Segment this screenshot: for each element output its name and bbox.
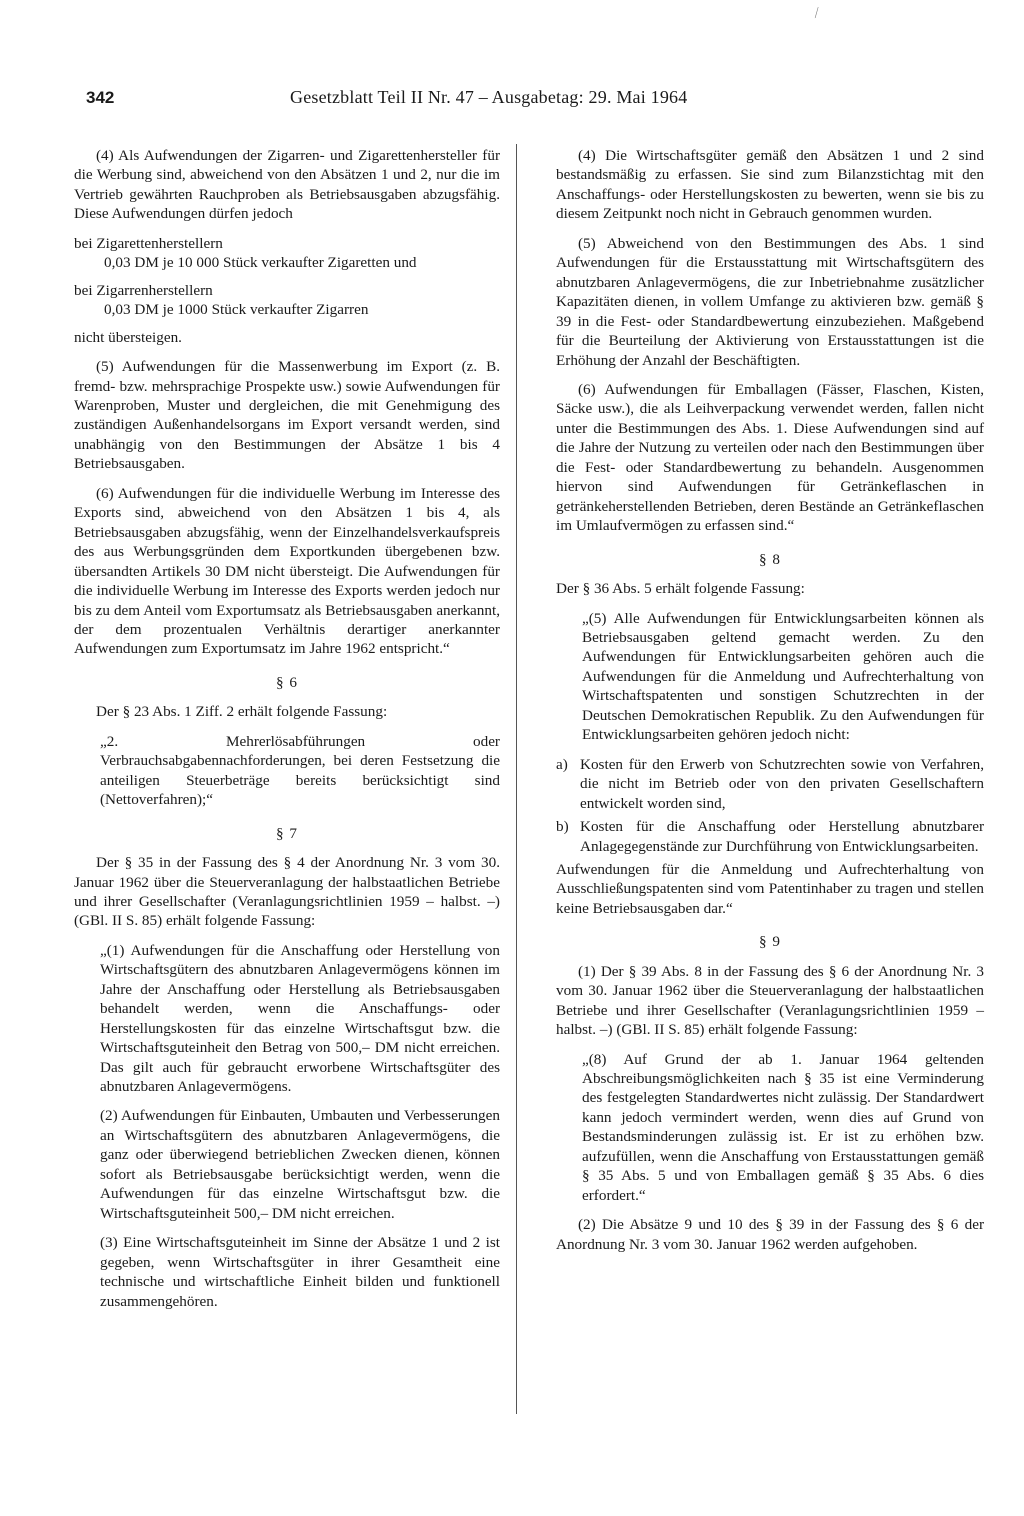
paragraph-4: (4) Als Aufwendungen der Zigarren- und Zigarettenhersteller für die Werbung sind, abweichend von den Absätzen 1 und 2, nur die im Vertrieb gewährten Rauchproben als Betriebsausgaben abzugsfähig. Diese Aufwendungen dürfen jedoch	[74, 147, 500, 223]
section-8-quote: „(5) Alle Aufwendungen für Entwicklungsarbeiten können als Betriebsausgaben geltend gemacht werden. Zu den Aufwendungen für Entwicklungsarbeiten gehören auch die Aufwendungen für die Anmeldung und Aufrechterhaltung von Wirtschaftspatenten und sonstigen Schutzrechten in der Deutschen Demokratischen Republik. Zu den Aufwendungen für Entwicklungsarbeiten gehören jedoch nicht:	[582, 609, 984, 744]
list-text-a: Kosten für den Erwerb von Schutzrechten sowie von Verfahren, die nicht im Betrieb oder von den privaten Gesellschaftern entwickelt worden sind,	[580, 755, 984, 812]
section-9-heading: § 9	[759, 933, 781, 951]
page-number: 342	[86, 88, 115, 107]
list-marker-a: a)	[556, 755, 568, 773]
section-8-heading: § 8	[759, 550, 781, 568]
pencil-mark: ⁄	[813, 6, 821, 21]
section-6-intro: Der § 23 Abs. 1 Ziff. 2 erhält folgende Fassung:	[96, 703, 388, 721]
section-9-para-1: (1) Der § 39 Abs. 8 in der Fassung des § 6 der Anordnung Nr. 3 vom 30. Januar 1962 über die Steuerveranlagung der halbstaatlichen Betriebe und ihrer Gesellschafter (Veranlagungsrichtlinien 1959 – halbst. –) (GBl. II S. 85) erhält folgende Fassung:	[556, 962, 984, 1039]
section-9-para-2: (2) Die Absätze 9 und 10 des § 39 in der Fassung des § 6 der Anordnung Nr. 3 vom 30. Januar 1962 werden aufgehoben.	[556, 1216, 984, 1253]
section-6-heading: § 6	[276, 673, 298, 691]
section-6-quote: „2. Mehrerlösabführungen oder Verbrauchsabgabennachforderungen, bei deren Festsetzung die anteiligen Steuerbeträge bereits berücksichtigt sind (Nettoverfahren);“	[100, 732, 500, 809]
section-7-heading: § 7	[276, 824, 298, 842]
page-header	[86, 86, 766, 109]
section-8-end: Aufwendungen für die Anmeldung und Aufrechterhaltung von Ausschließungspatenten sind vom Patentinhaber zu tragen und stellen keine Betriebsausgaben dar.“	[556, 860, 984, 917]
section-7-intro: Der § 35 in der Fassung des § 4 der Anordnung Nr. 3 vom 30. Januar 1962 über die Steuerveranlagung der halbstaatlichen Betriebe und ihrer Gesellschafter (Veranlagungsrichtlinien 1959 – halbst. –) (GBl. II S. 85) erhält folgende Fassung:	[74, 854, 500, 930]
paragraph-6: (6) Aufwendungen für die individuelle Werbung im Interesse des Exports sind, abweichend von den Absätzen 1 bis 4, als Betriebsausgaben abzugsfähig, wenn der Einzelhandelsverkaufspreis des aus Werbungsgründen dem Exportkunden übergebenen bzw. übersandten Artikels 30 DM nicht übersteigt. Die Aufwendungen für die individuelle Werbung im Interesse des Exports werden jedoch nur bis zu dem Anteil vom Exportumsatz als Betriebsausgaben anerkannt, der dem prozentualen Verhältnis derartiger anerkannter Aufwendungen zum Exportumsatz im Jahre 1962 entspricht.“	[74, 484, 500, 658]
list-item-a	[556, 755, 984, 813]
quote-para-4: (4) Die Wirtschaftsgüter gemäß den Absätzen 1 und 2 sind bestandsmäßig zu erfassen. Sie sind zum Bilanzstichtag mit den Anschaffungs- oder Herstellungskosten zu bewerten, wenn sie bis zu diesem Zeitpunkt noch nicht in Gebrauch genommen wurden.	[556, 147, 984, 223]
list-text-b: Kosten für die Anschaffung oder Herstellung abnutzbarer Anlagegegenstände zur Durchführung von Entwicklungsarbeiten.	[580, 818, 984, 855]
cigar-label: bei Zigarrenherstellern	[74, 281, 213, 299]
section-7-para-1: „(1) Aufwendungen für die Anschaffung oder Herstellung von Wirtschaftsgütern des abnutzbaren Anlagevermögens können im Jahre der Anschaffung oder Herstellung als Betriebsausgaben behandelt werden, wenn die Anschaffungs- oder Herstellungskosten für das einzelne Wirtschaftsgut bzw. die Wirtschaftsguteinheit den Betrag von 500,– DM nicht erreichen. Das gilt auch für gebraucht erworbene Wirtschaftsgüter des abnutzbaren Anlagevermögens.	[100, 941, 500, 1096]
cigar-value: 0,03 DM je 1000 Stück verkaufter Zigarren	[104, 301, 369, 319]
paragraph-5: (5) Aufwendungen für die Massenwerbung im Export (z. B. fremd- bzw. mehrsprachige Prospekte usw.) sowie Aufwendungen für Warenproben, Muster und dergleichen, die mit Genehmigung des zuständigen Außenhandelsorgans im Export versandt werden, sind unabhängig von den Bestimmungen der Absätze 1 bis 4 Betriebsausgaben.	[74, 358, 500, 473]
cigarette-value: 0,03 DM je 10 000 Stück verkaufter Zigaretten und	[104, 254, 417, 272]
list-marker-b: b)	[556, 818, 569, 836]
quote-para-6: (6) Aufwendungen für Emballagen (Fässer, Flaschen, Kisten, Säcke usw.), die als Leihverpackung verwendet werden, fallen nicht unter die Bestimmungen des Abs. 1. Diese Aufwendungen sind auf die Jahre der Nutzung zu verteilen oder nach den Bestimmungen über die Fest- oder Standardbewertung zu behandeln. Ausgenommen hiervon sind Aufwendungen für Getränkeflaschen in getränkeherstellenden Betrieben, deren Bestände an Getränkeflaschen im Umlaufvermögen zu erfassen sind.“	[556, 380, 984, 535]
left-column	[74, 146, 500, 1321]
list-item-b	[556, 817, 984, 856]
quote-para-5: (5) Abweichend von den Bestimmungen des Abs. 1 sind Aufwendungen für die Erstausstattung mit Wirtschaftsgütern des abnutzbaren Anlagevermögens, die zur Inbetriebnahme zusätzlicher Kapazitäten dienen, in vollem Umfange zu aktivieren bzw. gemäß § 39 in die Fest- oder Standardbewertung einzubeziehen. Maßgebend für die Beurteilung der Aktivierung von Erstausstattungen ist die Erhöhung der Anzahl der Beschäftigten.	[556, 234, 984, 369]
cigarette-label: bei Zigarettenherstellern	[74, 234, 223, 252]
section-7-para-2: (2) Aufwendungen für Einbauten, Umbauten und Verbesserungen an Wirtschaftsgütern des abnutzbaren Anlagevermögens, die ganz oder überwiegend betrieblichen Zwecken dienen, können sofort als Betriebsausgabe berücksichtigt werden, wenn die Aufwendungen für das einzelne Wirtschaftsgut bzw. die Wirtschaftsguteinheit 500,– DM nicht erreichen.	[100, 1107, 500, 1222]
section-8-intro: Der § 36 Abs. 5 erhält folgende Fassung:	[556, 580, 805, 598]
right-column	[556, 146, 984, 1264]
gazette-title: Gesetzblatt Teil II Nr. 47 – Ausgabetag: 29. Mai 1964	[290, 87, 688, 107]
section-7-para-3: (3) Eine Wirtschaftsguteinheit im Sinne der Absätze 1 und 2 ist gegeben, wenn Wirtschaftsgüter in ihrer Gesamtheit eine technische und wirtschaftliche Einheit bilden und funktionell zusammengehören.	[100, 1234, 500, 1310]
paragraph-4-end: nicht übersteigen.	[74, 328, 182, 346]
column-divider	[516, 144, 517, 1414]
section-9-quote: „(8) Auf Grund der ab 1. Januar 1964 geltenden Abschreibungsmöglichkeiten nach § 35 ist eine Verminderung des festgelegten Standardwertes nicht zulässig. Der Standardwert kann jedoch vermindert werden, wenn dies auf Grund von Bestandsminderungen zulässig ist. Er ist zu erhöhen bzw. aufzufüllen, wenn die Anschaffung von Erstausstattungen gemäß § 35 Abs. 5 und von Emballagen gemäß § 35 Abs. 6 dies erfordert.“	[582, 1050, 984, 1204]
